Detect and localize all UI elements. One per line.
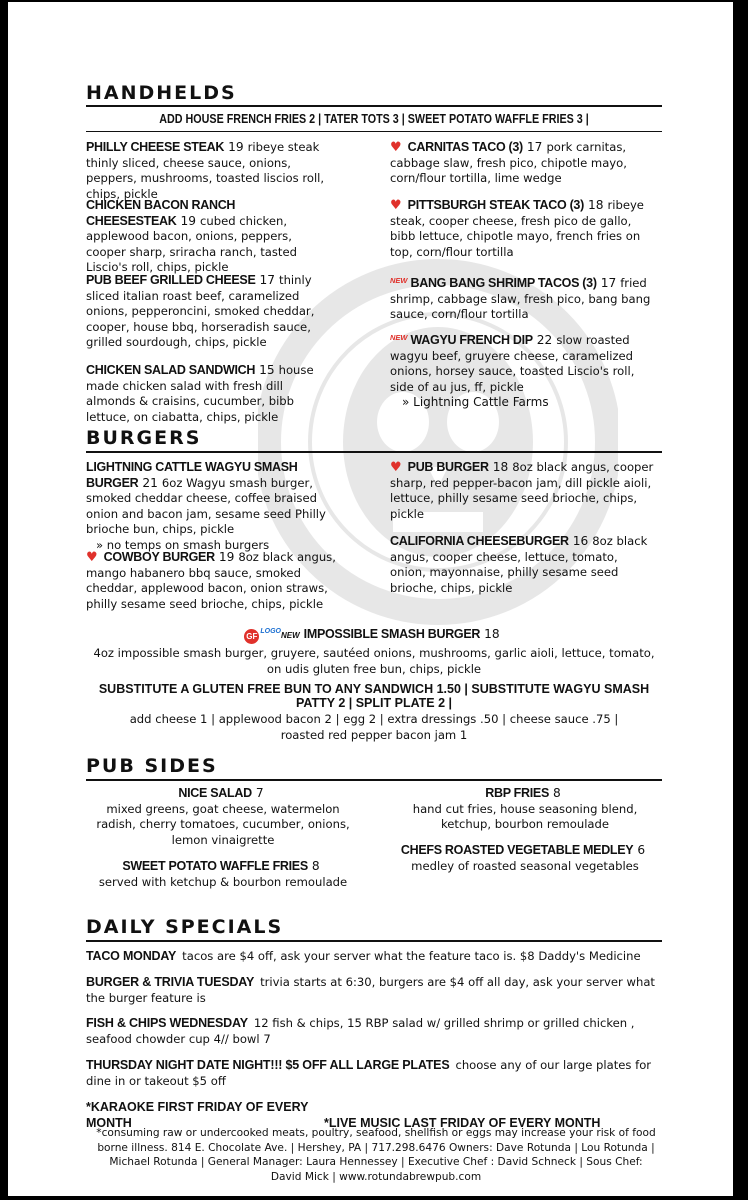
heart-icon: ♥ [390, 198, 402, 213]
item-price: 6 [637, 843, 646, 857]
heart-icon: ♥ [390, 460, 402, 475]
menu-item [86, 550, 342, 612]
item-description: ribeye steak thinly sliced, cheese sauce, onions, peppers, mushrooms, toasted liscios roll, chips, pickle [86, 140, 325, 201]
gf-logo-badge: LOGO [260, 628, 281, 635]
menu-item [86, 859, 360, 890]
item-price: 19 [218, 550, 235, 564]
item-description: served with ketchup & bourbon remoulade [98, 874, 348, 889]
special-description: 12 fish & chips, 15 RBP salad w/ grilled shrimp or grilled chicken , seafood chowder cup 4// bowl 7 [86, 1016, 635, 1046]
menu-item [390, 198, 656, 260]
item-price: 18 [587, 198, 604, 212]
item-price: 16 [572, 534, 589, 548]
item-price: 22 [536, 333, 553, 347]
item-name: CARNITAS TACO (3) [407, 140, 523, 154]
item-price: 7 [255, 786, 264, 800]
heart-icon: ♥ [390, 140, 402, 155]
item-description: house made chicken salad with fresh dill almonds & craisins, cucumber, bibb lettuce, on ciabatta, chips, pickle [86, 363, 314, 424]
item-description: 6oz Wagyu smash burger, smoked cheddar cheese, coffee braised onion and bacon jam, sesame seed Philly brioche bun, chips, pickle [86, 475, 326, 537]
new-badge-icon: NEW [280, 631, 300, 640]
special-description: tacos are $4 off, ask your server what the feature taco is. $8 Daddy's Medicine [182, 949, 641, 963]
item-name: PHILLY CHEESE STEAK [86, 140, 225, 154]
menu-item [86, 140, 334, 202]
item-description: 8oz black angus, mango habanero bbq sauce, smoked cheddar, applewood bacon, onion straws, philly sesame seed brioche, chips, pickle [86, 550, 336, 611]
item-description: 8oz black angus, cooper sharp, red pepper-bacon jam, dill pickle aioli, lettuce, philly sesame seed brioche, chips, pickle [390, 460, 654, 521]
item-price: 17 [600, 276, 617, 290]
special-item [86, 948, 662, 964]
new-badge-icon: NEW [390, 276, 408, 285]
divider [86, 940, 662, 942]
section-title-daily-specials: DAILY SPECIALS [86, 916, 284, 938]
item-price: 21 [142, 475, 158, 490]
divider [86, 779, 662, 781]
item-description: ribeye steak, cooper cheese, fresh pico de gallo, bibb lettuce, chipotle mayo, french fries on top, corn/flour tortilla [390, 198, 644, 259]
substitutions [86, 682, 662, 743]
menu-item [86, 273, 334, 351]
menu-item [388, 843, 662, 874]
item-name: NICE SALAD [178, 786, 252, 800]
special-item [86, 1057, 662, 1089]
substitutions-line: add cheese 1 | applewood bacon 2 | egg 2 | extra dressings .50 | cheese sauce .75 | roasted red pepper bacon jam 1 [129, 712, 619, 742]
footer-disclaimer: *consuming raw or undercooked meats, poultry, seafood, shellfish or eggs may increase your risk of food borne illness. 814 E. Chocolate Ave. | Hershey, PA | 717.298.6476 Owners: Dave Rotunda | Lou Rotunda | Michael Rotunda | General Manager: Laura Hennessey | Executive Chef : David Schneck | Sous Chef: David Mick | www.rotundabrewpub.com [96, 1127, 656, 1183]
item-description: pork carnitas, cabbage slaw, fresh pico, chipotle mayo, corn/flour tortilla, lime wedge [390, 140, 627, 186]
menu-item [86, 460, 342, 554]
item-price: 18 [484, 627, 500, 641]
item-name: CHEFS ROASTED VEGETABLE MEDLEY [400, 843, 634, 857]
gluten-free-icon: GF [244, 629, 259, 644]
item-price: 19 [180, 213, 196, 228]
item-price: 8 [552, 786, 561, 800]
handhelds-addons: ADD HOUSE FRENCH FRIES 2 | TATER TOTS 3 | SWEET POTATO WAFFLE FRIES 3 | [159, 112, 589, 126]
menu-page [8, 2, 733, 1196]
item-price: 17 [526, 140, 543, 154]
menu-item [86, 198, 334, 276]
item-description: 4oz impossible smash burger, gruyere, sautéed onions, mushrooms, garlic aioli, lettuce, tomato, on udis gluten free bun, chips, pickle [93, 646, 655, 676]
item-name: WAGYU FRENCH DIP [410, 333, 533, 347]
item-description: thinly sliced italian roast beef, caramelized onions, pepperoncini, smoked cheddar, cooper, house bbq, horseradish sauce, grilled sourdough, chips, pickle [86, 273, 315, 350]
section-title-pub-sides: PUB SIDES [86, 755, 218, 777]
special-name: FISH & CHIPS WEDNESDAY [86, 1016, 248, 1030]
menu-item-impossible [86, 624, 662, 677]
menu-item [390, 140, 656, 187]
divider [86, 131, 662, 132]
item-note: » no temps on smash burgers [96, 537, 270, 552]
menu-item [86, 786, 360, 848]
special-name: BURGER & TRIVIA TUESDAY [86, 975, 255, 989]
item-name: PITTSBURGH STEAK TACO (3) [407, 198, 584, 212]
item-price: 17 [259, 273, 276, 287]
item-description: medley of roasted seasonal vegetables [411, 858, 639, 873]
special-name: TACO MONDAY [86, 949, 177, 963]
special-item [86, 974, 662, 1006]
menu-item [390, 330, 656, 411]
special-description: choose any of our large plates for dine in or takeout $5 off [86, 1058, 652, 1088]
item-note: » Lightning Cattle Farms [402, 395, 549, 410]
menu-item [390, 460, 656, 522]
item-description: hand cut fries, house seasoning blend, ketchup, bourbon remoulade [412, 801, 638, 832]
item-price: 18 [492, 460, 509, 474]
item-name: PUB BURGER [407, 460, 489, 474]
menu-item [388, 786, 662, 833]
special-name: THURSDAY NIGHT DATE NIGHT!!! $5 OFF ALL LARGE PLATES [86, 1058, 450, 1072]
section-title-handhelds: HANDHELDS [86, 82, 237, 104]
item-description: cubed chicken, applewood bacon, onions, peppers, cooper sharp, sriracha ranch, tasted Liscio's roll, chips, pickle [86, 213, 297, 275]
section-title-burgers: BURGERS [86, 427, 202, 449]
special-description: trivia starts at 6:30, burgers are $4 off all day, ask your server what the burger feature is [86, 975, 655, 1005]
substitutions-heading: SUBSTITUTE A GLUTEN FREE BUN TO ANY SANDWICH 1.50 | SUBSTITUTE WAGYU SMASH PATTY 2 | SPLIT PLATE 2 | [98, 682, 650, 710]
new-badge-icon: NEW [390, 333, 408, 342]
menu-item [86, 363, 334, 425]
divider [86, 105, 662, 107]
item-price: 8 [311, 859, 320, 873]
item-description: fried shrimp, cabbage slaw, fresh pico, bang bang sauce, corn/flour tortilla [390, 276, 651, 322]
item-name: RBP FRIES [485, 786, 549, 800]
item-description: slow roasted wagyu beef, gruyere cheese, caramelized onions, horsey sauce, toasted Liscio's roll, side of au jus, ff, pickle [390, 333, 635, 394]
special-item [86, 1015, 662, 1047]
live-music-note: *LIVE MUSIC LAST FRIDAY OF EVERY MONTH [324, 1116, 601, 1130]
item-name: SWEET POTATO WAFFLE FRIES [122, 859, 308, 873]
item-name: CHICKEN SALAD SANDWICH [86, 363, 256, 377]
item-description: mixed greens, goat cheese, watermelon radish, cherry tomatoes, cucumber, onions, lemon vinaigrette [96, 801, 350, 847]
item-name: IMPOSSIBLE SMASH BURGER [303, 627, 481, 641]
item-name: BANG BANG SHRIMP TACOS (3) [410, 276, 597, 290]
karaoke-note: *KARAOKE FIRST FRIDAY OF EVERY MONTH [86, 1100, 309, 1130]
item-name: CHICKEN BACON RANCH CHEESESTEAK [86, 198, 236, 228]
item-name: CALIFORNIA CHEESEBURGER [390, 534, 569, 548]
heart-icon: ♥ [86, 550, 98, 565]
item-description: 8oz black angus, cooper cheese, lettuce, tomato, onion, mayonnaise, philly sesame seed brioche, chips, pickle [390, 534, 648, 595]
menu-item [390, 534, 656, 596]
item-name: PUB BEEF GRILLED CHEESE [86, 273, 256, 287]
item-price: 19 [228, 140, 244, 154]
item-name: COWBOY BURGER [103, 550, 215, 564]
item-name: LIGHTNING CATTLE WAGYU SMASH BURGER [86, 460, 298, 490]
item-price: 15 [259, 363, 275, 377]
divider [86, 451, 662, 453]
menu-item [390, 273, 656, 323]
